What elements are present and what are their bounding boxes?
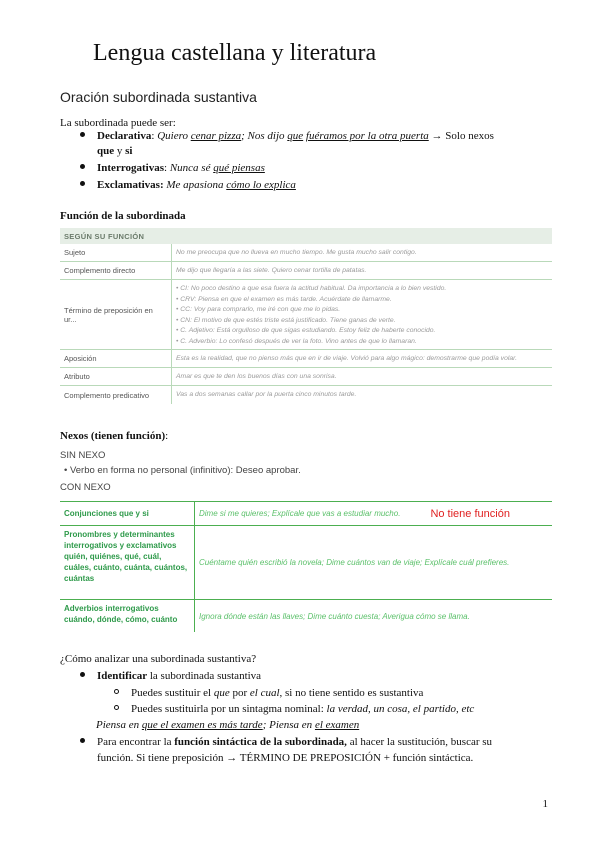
table-row: [60, 368, 552, 386]
funcion-heading: Función de la subordinada: [60, 210, 186, 222]
type-interrogativas: Interrogativas: Nunca sé qué piensas: [80, 161, 265, 175]
intro-text: La subordinada puede ser:: [60, 117, 176, 129]
row-text: [172, 280, 552, 349]
bullet-circle-icon: [114, 689, 119, 694]
row-text: Esta es la realidad, que no pienso más que en ir de viaje. Volvió para algo mágico: demostrarme que podía volar.: [176, 355, 518, 362]
row-line: • C. Adjetivo: Está orgulloso de que sigas estudiando. Estoy feliz de haberte conocido.: [176, 327, 436, 334]
bullet-icon: [80, 738, 85, 743]
step-funcion: Para encontrar la función sintáctica de la subordinada, al hacer la sustitución, buscar su: [80, 735, 492, 749]
bullet-icon: [80, 164, 85, 169]
nexo-label: Pronombres y determinantes interrogativos y exclamativos quién, quiénes, qué, cuál, cuáles, cuánto, cuánta, cuántos, cuántas: [60, 526, 195, 599]
row-text: Amar es que te den los buenos días con una sonrisa.: [176, 373, 337, 380]
nexos-table: [60, 501, 552, 632]
step-funcion-line2: función. Si tiene preposición → TÉRMINO DE PREPOSICIÓN + función sintáctica.: [97, 752, 474, 764]
nexo-example: Dime si me quieres; Explícale que vas a estudiar mucho. No tiene función: [199, 507, 510, 520]
no-function-note: No tiene función: [430, 507, 510, 520]
table-row: [60, 600, 552, 632]
sin-nexo-item: • Verbo en forma no personal (infinitivo): Deseo aprobar.: [64, 465, 301, 476]
table-row: [60, 262, 552, 280]
bullet-circle-icon: [114, 705, 119, 710]
type-declarativa: Declarativa: Quiero cenar pizza; Nos dijo que fuéramos por la otra puerta → Solo nexos: [80, 129, 494, 143]
table-row: [60, 502, 552, 526]
sub-step-1: Puedes sustituir el que por el cual, si no tiene sentido es sustantiva: [114, 686, 423, 700]
row-label: Atributo: [60, 368, 172, 385]
row-line: • CC: Voy para comprarlo, me iré con que me lo pidas.: [176, 306, 341, 313]
row-text: Vas a dos semanas callar por la puerta cinco minutos tarde.: [176, 391, 357, 398]
row-label: Complemento predicativo: [60, 386, 172, 404]
row-text: No me preocupa que no llueva en mucho tiempo. Me gusta mucho salir contigo.: [176, 249, 417, 256]
section-subtitle: Oración subordinada sustantiva: [60, 89, 257, 105]
example-line: Piensa en que el examen es más tarde; Piensa en el examen: [96, 719, 360, 731]
row-label: Complemento directo: [60, 262, 172, 279]
step-identificar: Identificar la subordinada sustantiva: [80, 669, 261, 683]
row-line: • CI: No poco destino a que esa fuera la actitud habitual. Da importancia a lo bien vestido.: [176, 285, 447, 292]
row-line: • CRV: Piensa en que el examen es más tarde. Acuérdate de llamarme.: [176, 295, 392, 303]
type-exclamativas: Exclamativas: Me apasiona cómo lo explica: [80, 178, 296, 192]
function-table: [60, 228, 552, 404]
row-label: Sujeto: [60, 244, 172, 261]
bullet-icon: [80, 132, 85, 137]
function-table-header: SEGÚN SU FUNCIÓN: [60, 228, 552, 244]
nexos-heading: Nexos (tienen función):: [60, 430, 169, 442]
bullet-icon: [80, 672, 85, 677]
row-text: Me dijo que llegaría a las siete. Quiero cenar tortilla de patatas.: [176, 267, 367, 274]
row-line: • C. Adverbio: Lo confesó después de ver la foto. Vino antes de que lo llamaran.: [176, 337, 417, 345]
nexo-example: Ignora dónde están las llaves; Dime cuánto cuesta; Averigua cómo se llama.: [199, 611, 470, 621]
nexo-label: Adverbios interrogativos cuándo, dónde, cómo, cuánto: [60, 600, 195, 632]
nexo-example: Cuéntame quién escribió la novela; Dime cuántos van de viaje; Explícale cuál prefieres.: [199, 558, 510, 567]
page-number: 1: [542, 798, 548, 810]
table-row: [60, 280, 552, 350]
bullet-icon: [80, 181, 85, 186]
row-label: Aposición: [60, 350, 172, 367]
nexo-label: Conjunciones que y si: [60, 502, 195, 525]
table-row: [60, 386, 552, 404]
row-line: • CN: El motivo de que estés triste está justificado. Tiene ganas de verte.: [176, 316, 396, 324]
row-label: Término de preposición en ur...: [60, 280, 172, 349]
table-row: [60, 244, 552, 262]
table-row: [60, 350, 552, 368]
sub-step-2: Puedes sustituirla por un sintagma nominal: la verdad, un cosa, el partido, etc: [114, 702, 474, 716]
type-declarativa-nexos: que y si: [97, 145, 133, 157]
sin-nexo-label: SIN NEXO: [60, 450, 106, 461]
table-row: [60, 526, 552, 600]
page-title: Lengua castellana y literatura: [93, 40, 377, 66]
con-nexo-label: CON NEXO: [60, 482, 111, 493]
analyze-question: ¿Cómo analizar una subordinada sustantiva?: [60, 653, 257, 665]
